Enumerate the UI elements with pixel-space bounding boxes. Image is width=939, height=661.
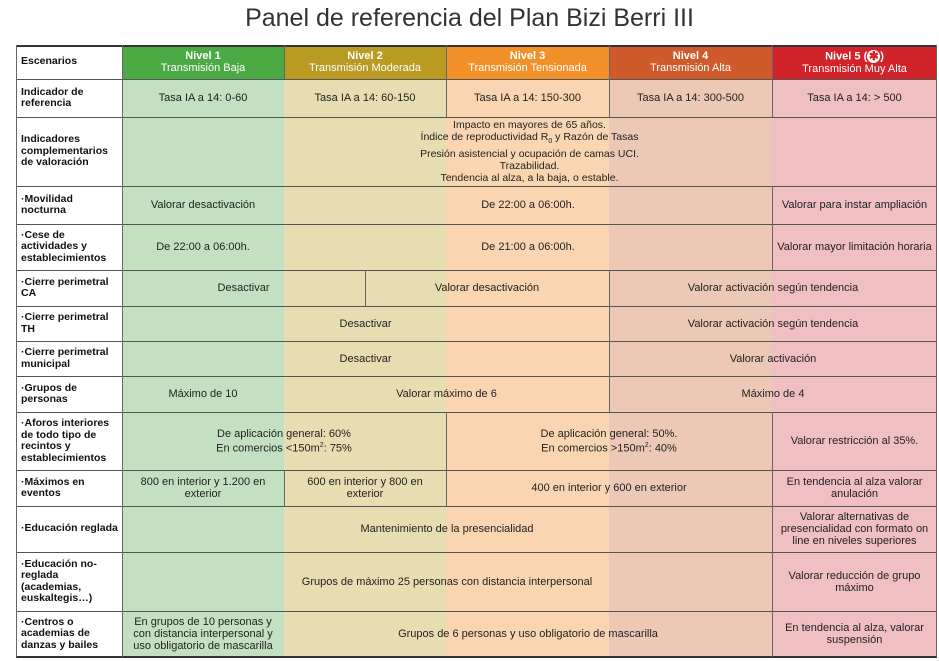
row-label: ·Cierre perimetral municipal [21, 346, 109, 370]
row-label: Indicador de referencia [21, 85, 84, 109]
table-cell: 600 en interior y 800 en exterior [307, 476, 423, 500]
table-cell: De 22:00 a 06:00h. [481, 199, 575, 211]
row-label: ·Educación reglada [21, 522, 118, 535]
level-1-header: Nivel 1 Transmisión Baja [122, 45, 284, 79]
table-rule [16, 306, 937, 307]
table-rule [16, 186, 937, 187]
table-rule [16, 376, 937, 377]
capacity-cell-high: De aplicación general: 50%. En comercios $>150m^2$: 40% [540, 427, 678, 455]
level-4-header: Nivel 4 Transmisión Alta [609, 45, 772, 79]
table-cell: Tasa IA a 14: 150-300 [473, 92, 582, 104]
table-cell: Máximo de 10 [168, 388, 238, 400]
table-rule [16, 611, 937, 612]
table-cell: Grupos de máximo 25 personas con distancia interpersonal [301, 575, 593, 588]
table-rule [16, 412, 937, 413]
table-cell: Tasa IA a 14: > 500 [807, 92, 902, 104]
table-rule [609, 45, 610, 117]
table-cell: Valorar activación [729, 352, 817, 365]
complementary-indicators-cell: Impacto en mayores de 65 años. Índice de reproductividad $R_0$ y Razón de Tasas Presión asistencial y ocupación de camas UCI. Trazabilidad. Tendencia al alza, a la baja, o estable. [420, 118, 639, 185]
table-cell: Máximo de 4 [741, 388, 805, 400]
row-label: ·Grupos de personas [21, 381, 78, 405]
table-rule [284, 45, 285, 79]
table-rule [16, 224, 937, 225]
row-label: ·Educación no-reglada (academias, euskaltegis…) [21, 557, 97, 604]
table-cell: Valorar desactivación [150, 199, 256, 211]
table-cell: Valorar activación según tendencia [687, 282, 859, 294]
table-cell: Desactivar [339, 352, 392, 365]
table-cell: Grupos de 6 personas y uso obligatorio de mascarilla [398, 628, 658, 640]
table-cell: Valorar para instar ampliación [781, 199, 928, 211]
table-cell: Valorar alternativas de presencialidad con formato on line en niveles superiores [780, 511, 929, 547]
table-cell: Tasa IA a 14: 0-60 [158, 92, 248, 104]
row-label: ·Centros o academias de danzas y bailes [21, 615, 99, 651]
level-2-header: Nivel 2 Transmisión Moderada [284, 45, 446, 79]
table-rule [772, 412, 773, 657]
row-label: ·Cese de actividades y establecimientos [21, 228, 107, 264]
table-rule [16, 45, 937, 47]
table-cell: En tendencia al alza valorar anulación [786, 476, 923, 500]
asterisk-icon: ✱ [868, 48, 879, 63]
table-rule [772, 186, 773, 270]
table-rule [16, 117, 937, 118]
reference-table [16, 45, 937, 657]
table-rule [16, 79, 937, 80]
table-rule [122, 45, 123, 657]
table-cell: De 22:00 a 06:00h. [156, 241, 250, 253]
table-cell: Valorar desactivación [434, 282, 540, 294]
table-cell: Valorar mayor limitación horaria [777, 241, 932, 253]
table-cell: 400 en interior y 600 en exterior [531, 482, 687, 494]
row-label: ·Movilidad nocturna [21, 192, 73, 216]
page-title: Panel de referencia del Plan Bizi Berri III [245, 4, 694, 32]
level-5-header: Nivel 5 (✱) Transmisión Muy Alta [772, 45, 937, 79]
table-rule [16, 552, 937, 553]
table-rule [936, 45, 937, 657]
table-rule [609, 270, 610, 412]
level-3-header: Nivel 3 Transmisión Tensionada [446, 45, 609, 79]
table-cell: 800 en interior y 1.200 en exterior [140, 476, 266, 500]
table-rule [284, 470, 285, 506]
table-rule [16, 45, 17, 657]
table-cell: Mantenimiento de la presencialidad [360, 523, 534, 535]
table-rule [16, 341, 937, 342]
table-cell: En tendencia al alza, valorar suspensión [785, 622, 924, 646]
row-label: ·Máximos en eventos [21, 475, 85, 499]
table-rule [365, 270, 366, 306]
row-label: ·Cierre perimetral CA [21, 275, 109, 299]
table-rule [16, 506, 937, 507]
table-cell: En grupos de 10 personas y con distancia interpersonal y uso obligatorio de mascarilla [133, 616, 273, 652]
table-cell: Valorar restricción al 35%. [790, 435, 919, 447]
row-label: ·Aforos interiores de todo tipo de recintos y establecimientos [21, 417, 110, 464]
table-rule [772, 45, 773, 117]
table-cell: Tasa IA a 14: 300-500 [636, 92, 745, 104]
capacity-cell-low: De aplicación general: 60% En comercios $<150m^2$: 75% [216, 427, 352, 455]
table-rule [16, 470, 937, 471]
escenarios-header: Escenarios [21, 55, 78, 68]
row-label: ·Cierre perimetral TH [21, 311, 109, 335]
table-cell: Valorar máximo de 6 [396, 388, 497, 400]
table-rule [16, 270, 937, 271]
table-cell: De 21:00 a 06:00h. [481, 241, 575, 253]
table-rule [16, 656, 937, 658]
table-cell: Tasa IA a 14: 60-150 [314, 92, 416, 104]
table-cell: Desactivar [339, 317, 392, 330]
table-cell: Desactivar [217, 282, 270, 294]
row-label: Indicadores complementarios de valoración [21, 133, 108, 169]
table-cell: Valorar activación según tendencia [687, 317, 859, 330]
table-cell: Valorar reducción de grupo máximo [788, 569, 921, 594]
table-rule [446, 45, 447, 117]
table-rule [446, 412, 447, 506]
